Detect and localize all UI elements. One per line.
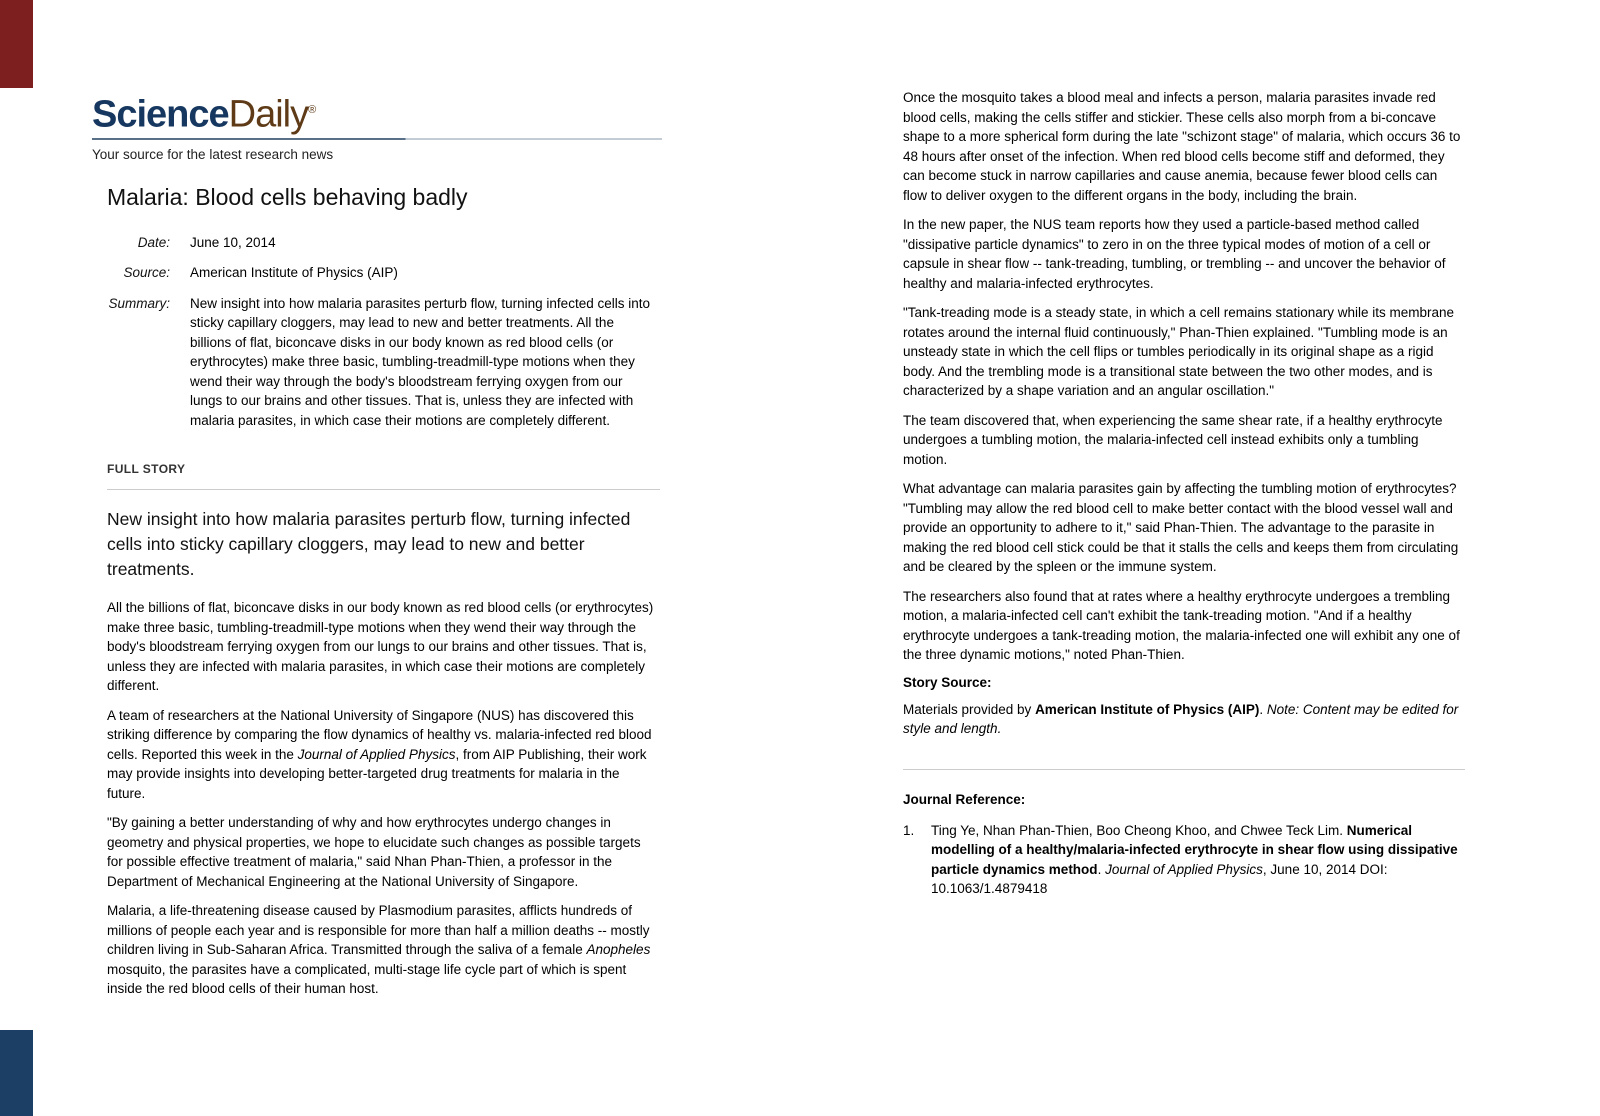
- species-name-italic: Anopheles: [586, 942, 651, 958]
- paragraph-text: mosquito, the parasites have a complicated, multi-stage life cycle part of which is spent inside the red blood cells of their human host.: [107, 961, 627, 997]
- article-paragraph: The team discovered that, when experiencing the same shear rate, if a healthy erythrocyte undergoes a tumbling motion, the malaria-infected cell instead exhibits only a tumbling motion.: [903, 412, 1443, 467]
- source-org-bold: American Institute of Physics (AIP): [1035, 701, 1260, 717]
- article-paragraph: What advantage can malaria parasites gain by affecting the tumbling motion of erythrocytes? "Tumbling may allow the red blood cell to make better contact with the blood vessel wall and provide an opportunity to adhere to it," said Phan-Thien. The advantage to the parasite in making the red blood cell stick could be that it stalls the cells and keeps them from circulating and be cleared by the spleen or the immune system.: [903, 481, 1459, 574]
- reference-number: 1.: [903, 822, 915, 838]
- article-title: Malaria: Blood cells behaving badly: [107, 183, 468, 210]
- article-paragraph: "By gaining a better understanding of why and how erythrocytes undergo changes in geometry and physical properties, we hope to elucidate such changes as possible targets for possible effective treatment of malaria," said Nhan Phan-Thien, a professor in the Department of Mechanical Engineering at the National University of Singapore.: [107, 815, 641, 889]
- logo-science-text: Science: [92, 93, 229, 136]
- registered-trademark: ®: [308, 104, 317, 116]
- left-column: [92, 90, 662, 1009]
- article-paragraph: "Tank-treading mode is a steady state, in which a cell remains stationary while its membrane rotates around the internal fluid continuously," Phan-Thien explained. "Tumbling mode is an unsteady state in which the cell flips or tumbles periodically in its original shape as a rigid body. And the trembling mode is a transitional state between the two other modes, and is characterized by a shape variation and an angular oscillation.": [903, 305, 1455, 398]
- meta-source-row: [100, 263, 662, 283]
- meta-summary-value: New insight into how malaria parasites perturb flow, turning infected cells into sticky capillary cloggers, may lead to new and better treatments. All the billions of flat, biconcave disks in our body known as red blood cells (or erythrocytes) make three basic, tumbling-treadmill-type motions when they wend their way through the body's bloodstream ferrying oxygen from our lungs to our brains and other tissues. That is, unless they are infected with malaria parasites, in which case their motions are completely different.: [190, 295, 650, 428]
- source-text: .: [1259, 701, 1267, 717]
- header-accent-bar: [0, 0, 33, 88]
- logo-daily-text: Daily: [228, 93, 309, 136]
- article-paragraph: The researchers also found that at rates where a healthy erythrocyte undergoes a trembling motion, a malaria-infected cell can't exhibit the tank-treading motion. "And if a healthy erythrocyte undergoes a tank-treading motion, the malaria-infected one will exhibit any one of the three dynamic motions," noted Phan-Thien.: [903, 588, 1460, 662]
- meta-date-row: [100, 233, 662, 253]
- article-paragraph: [107, 706, 660, 804]
- story-source-heading: Story Source:: [903, 674, 992, 690]
- paragraph-text: Malaria, a life-threatening disease caused by Plasmodium parasites, afflicts hundreds of millions of people each year and is responsible for more than half a million deaths -- mostly children living in Sub-Saharan Africa. Transmitted through the saliva of a female: [107, 903, 650, 958]
- right-column: [903, 88, 1465, 899]
- meta-source-label: Source:: [123, 265, 170, 281]
- full-story-label: FULL STORY: [107, 462, 186, 477]
- meta-source-value: American Institute of Physics (AIP): [190, 265, 398, 281]
- journal-name-italic: Journal of Applied Physics: [297, 746, 456, 762]
- article-paragraph: All the billions of flat, biconcave disks in our body known as red blood cells (or erythrocytes) make three basic, tumbling-treadmill-type motions when they wend their way through the body's bloodstream ferrying oxygen from our lungs to our brains and other tissues. That is, unless they are infected with malaria parasites, in which case their motions are completely different.: [107, 600, 654, 694]
- meta-date-value: June 10, 2014: [190, 234, 276, 250]
- reference-journal-italic: Journal of Applied Physics: [1105, 861, 1263, 877]
- journal-reference-heading: Journal Reference:: [903, 791, 1026, 807]
- section-divider: [903, 769, 1465, 770]
- meta-summary-row: [100, 294, 662, 431]
- article-meta: [100, 233, 662, 431]
- meta-summary-label: Summary:: [108, 295, 170, 311]
- tagline: Your source for the latest research news: [92, 146, 334, 162]
- story-source-text: [903, 700, 1465, 739]
- article-paragraph: [107, 901, 660, 999]
- reference-tail: , June 10, 2014 DOI: 10.1063/1.4879418: [931, 861, 1388, 896]
- reference-text: [931, 821, 1461, 899]
- reference-separator: .: [1097, 861, 1106, 877]
- article-paragraph: Once the mosquito takes a blood meal and infects a person, malaria parasites invade red blood cells, making the cells stiffer and stickier. These cells also morph from a bi-concave shape to a more spherical form during the late "schizont stage" of malaria, which occurs 36 to 48 hours after onset of the infection. When red blood cells become stiff and deformed, they can become stuck in narrow capillaries and cause anemia, because fewer blood cells can flow to deliver oxygen to the different organs in the body, including the brain.: [903, 90, 1461, 203]
- article-paragraph: In the new paper, the NUS team reports how they used a particle-based method called "dissipative particle dynamics" to zero in on the three typical modes of motion of a cell or capsule in shear flow -- tank-treading, tumbling, or trembling -- and uncover the behavior of healthy and malaria-infected erythrocytes.: [903, 217, 1446, 291]
- source-text: Materials provided by: [903, 701, 1036, 717]
- meta-date-label: Date:: [137, 234, 170, 250]
- sciencedaily-logo: [92, 90, 662, 135]
- article-body-left: [107, 598, 660, 999]
- article-lead: New insight into how malaria parasites perturb flow, turning infected cells into sticky capillary cloggers, may lead to new and better treatments.: [107, 509, 631, 580]
- logo-underline: [92, 138, 662, 140]
- full-story-divider: [107, 489, 660, 490]
- paragraph-text: A team of researchers at the National University of Singapore (NUS) has discovered this striking difference by comparing the flow dynamics of healthy vs. malaria-infected red blood cells. Reported this week in the: [107, 707, 652, 762]
- journal-reference-item: [903, 821, 1465, 899]
- paragraph-text: , from AIP Publishing, their work may provide insights into developing better-targeted drug treatments for malaria in the future.: [107, 746, 647, 801]
- reference-authors: Ting Ye, Nhan Phan-Thien, Boo Cheong Khoo, and Chwee Teck Lim.: [931, 822, 1347, 838]
- source-note-italic: Note: Content may be edited for style and length.: [903, 701, 1459, 736]
- reference-title-bold: Numerical modelling of a healthy/malaria-infected erythrocyte in shear flow using dissipative particle dynamics method: [931, 822, 1458, 877]
- footer-accent-bar: [0, 1030, 33, 1116]
